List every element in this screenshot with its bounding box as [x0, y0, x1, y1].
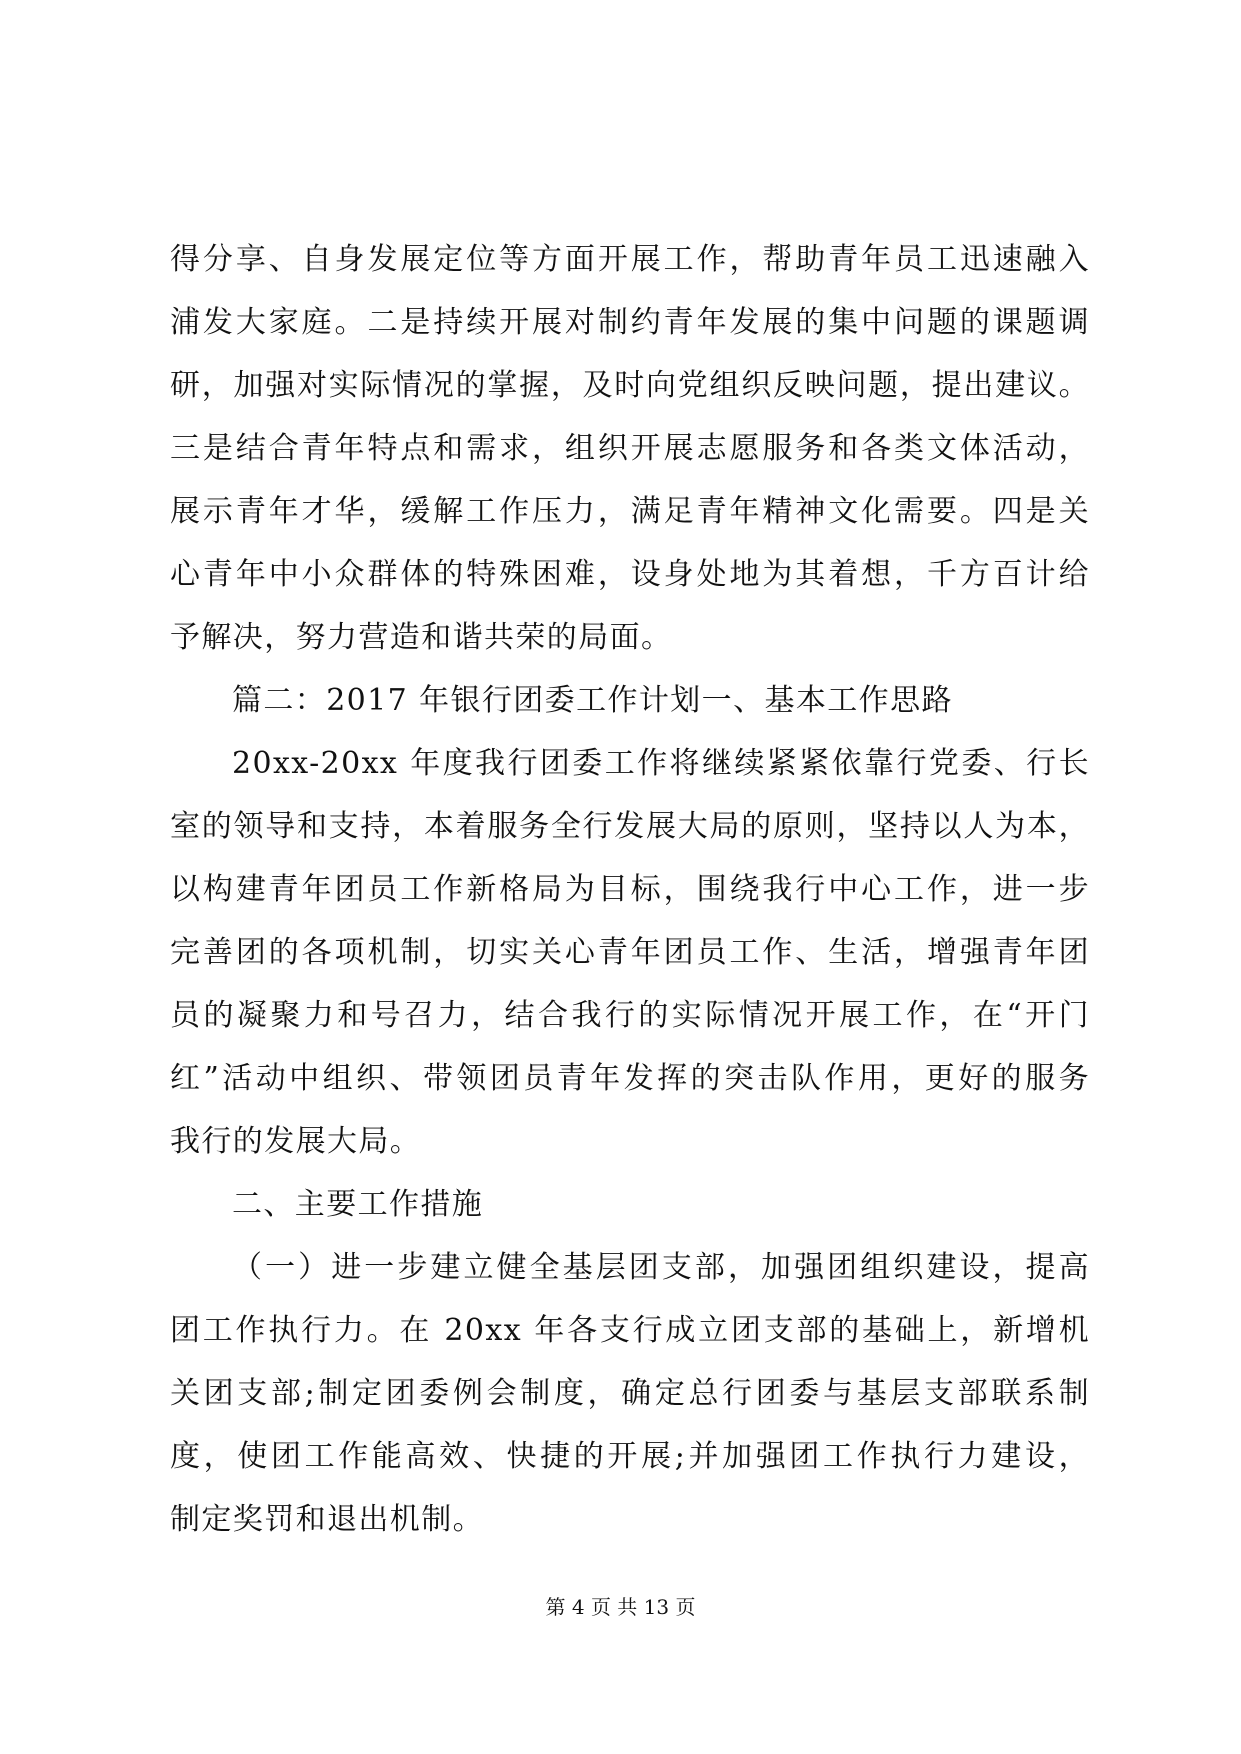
paragraph-line: 予解决，努力营造和谐共荣的局面。 — [170, 620, 673, 655]
paragraph-line: 心青年中小众群体的特殊困难，设身处地为其着想，千方百计给 — [170, 557, 1090, 592]
paragraph-line: 三是结合青年特点和需求，组织开展志愿服务和各类文体活动， — [170, 431, 1090, 466]
section-heading: 篇二：2017 年银行团委工作计划一、基本工作思路 — [232, 683, 953, 718]
section-heading: 二、主要工作措施 — [232, 1187, 484, 1222]
page-number-footer: 第 4 页 共 13 页 — [545, 1595, 696, 1619]
paragraph-line: 完善团的各项机制，切实关心青年团员工作、生活，增强青年团 — [170, 935, 1090, 970]
paragraph-line: 室的领导和支持，本着服务全行发展大局的原则，坚持以人为本， — [170, 809, 1090, 844]
paragraph-line: 度，使团工作能高效、快捷的开展;并加强团工作执行力建设， — [170, 1439, 1090, 1474]
paragraph-line: 团工作执行力。在 20xx 年各支行成立团支部的基础上，新增机 — [170, 1313, 1090, 1348]
paragraph-line: 研，加强对实际情况的掌握，及时向党组织反映问题，提出建议。 — [170, 368, 1090, 403]
paragraph-line: 员的凝聚力和号召力，结合我行的实际情况开展工作，在“开门 — [170, 998, 1090, 1033]
paragraph-line: （一）进一步建立健全基层团支部，加强团组织建设，提高 — [232, 1250, 1090, 1285]
paragraph-line: 浦发大家庭。二是持续开展对制约青年发展的集中问题的课题调 — [170, 305, 1090, 340]
document-body — [170, 228, 1090, 1551]
paragraph-line: 制定奖罚和退出机制。 — [170, 1502, 484, 1537]
paragraph-line: 展示青年才华，缓解工作压力，满足青年精神文化需要。四是关 — [170, 494, 1090, 529]
paragraph-line: 关团支部;制定团委例会制度，确定总行团委与基层支部联系制 — [170, 1376, 1090, 1411]
paragraph-line: 20xx-20xx 年度我行团委工作将继续紧紧依靠行党委、行长 — [232, 746, 1090, 781]
paragraph-line: 红”活动中组织、带领团员青年发挥的突击队作用，更好的服务 — [170, 1061, 1090, 1096]
paragraph-line: 我行的发展大局。 — [170, 1124, 422, 1159]
paragraph-line: 得分享、自身发展定位等方面开展工作，帮助青年员工迅速融入 — [170, 242, 1090, 277]
paragraph-line: 以构建青年团员工作新格局为目标，围绕我行中心工作，进一步 — [170, 872, 1090, 907]
